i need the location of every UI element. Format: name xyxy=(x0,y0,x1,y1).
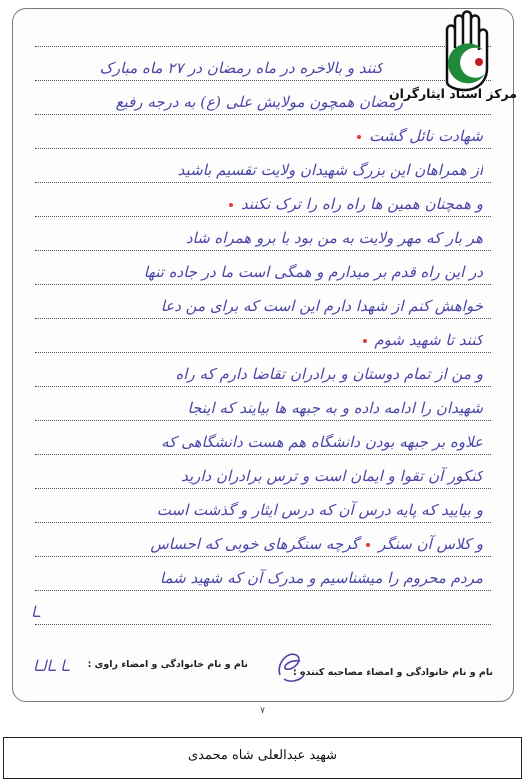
handwritten-line: و همچنان همین ها راه راه را ترک نکنند xyxy=(43,195,483,213)
page-number: ۷ xyxy=(260,706,265,716)
ruled-line xyxy=(35,182,491,183)
caption-text: شهید عبدالعلی شاه محمدی xyxy=(187,748,338,763)
ruled-line xyxy=(35,420,491,421)
narrator-signature: ـا ـالـا xyxy=(33,657,70,675)
ruled-line xyxy=(35,488,491,489)
margin-mark: ـا xyxy=(31,603,40,621)
handwritten-line: و کلاس آن سنگر گرچه سنگرهای خوبی که احساس xyxy=(150,535,483,553)
ruled-line xyxy=(35,454,491,455)
ruled-line xyxy=(35,624,491,625)
red-ink-dot xyxy=(363,339,367,343)
handwritten-line: هر بار که مهر ولایت به من بود با برو همراه شاد xyxy=(185,229,483,247)
org-name: مرکز اسناد ایثارگران xyxy=(388,86,517,101)
handwritten-line: کنند و بالاخره در ماه رمضان در ۲۷ ماه مبارک xyxy=(99,59,383,77)
handwritten-line: علاوه بر جبهه بودن دانشگاه هم هست دانشگاهی که xyxy=(161,433,483,451)
handwritten-line: شهیدان را ادامه داده و به جبهه ها بیایند که اینجا xyxy=(187,399,483,417)
ruled-line xyxy=(35,114,491,115)
handwritten-line: خواهش کنم از شهدا دارم این است که برای من دعا xyxy=(160,297,483,315)
ruled-line xyxy=(35,318,491,319)
interviewer-signature-icon xyxy=(274,645,308,685)
handwritten-line: و بیایید که پایه درس آن که درس ایثار و گذشت است xyxy=(156,501,483,519)
signature-footer xyxy=(33,659,493,685)
handwritten-line: از همراهان این بزرگ شهیدان ولایت تقسیم باشید xyxy=(177,161,483,179)
interviewer-label: نام و نام خانوادگی و امضاء مصاحبه کننده : xyxy=(292,667,493,678)
handwritten-line: و من از تمام دوستان و برادران تقاضا دارم که راه xyxy=(175,365,483,383)
handwritten-line: رمضان همچون مولایش علی (ع) به درجه رفیع xyxy=(115,93,403,111)
ruled-line xyxy=(35,590,491,591)
ruled-line xyxy=(35,556,491,557)
ruled-line xyxy=(35,216,491,217)
red-ink-dot xyxy=(229,203,233,207)
narrator-label: نام و نام خانوادگی و امضاء راوی : xyxy=(87,659,248,670)
red-ink-dot xyxy=(357,135,361,139)
ruled-line xyxy=(35,386,491,387)
ruled-line xyxy=(35,352,491,353)
handwritten-line: کنند تا شهید شوم xyxy=(43,331,483,349)
ruled-line xyxy=(35,250,491,251)
caption-box xyxy=(3,737,522,779)
ruled-line xyxy=(35,148,491,149)
handwritten-line: مردم محروم را میشناسیم و مدرک آن که شهید شما xyxy=(159,569,483,587)
handwritten-line: شهادت نائل گشت xyxy=(43,127,483,145)
handwritten-line: کنکور آن تقوا و ایمان است و ترس برادران دارید xyxy=(181,467,483,485)
ruled-line xyxy=(35,522,491,523)
red-ink-dot xyxy=(366,543,370,547)
ruled-line xyxy=(35,284,491,285)
handwritten-line: در این راه قدم بر میدارم و همگی است ما در جاده تنها xyxy=(143,263,483,281)
